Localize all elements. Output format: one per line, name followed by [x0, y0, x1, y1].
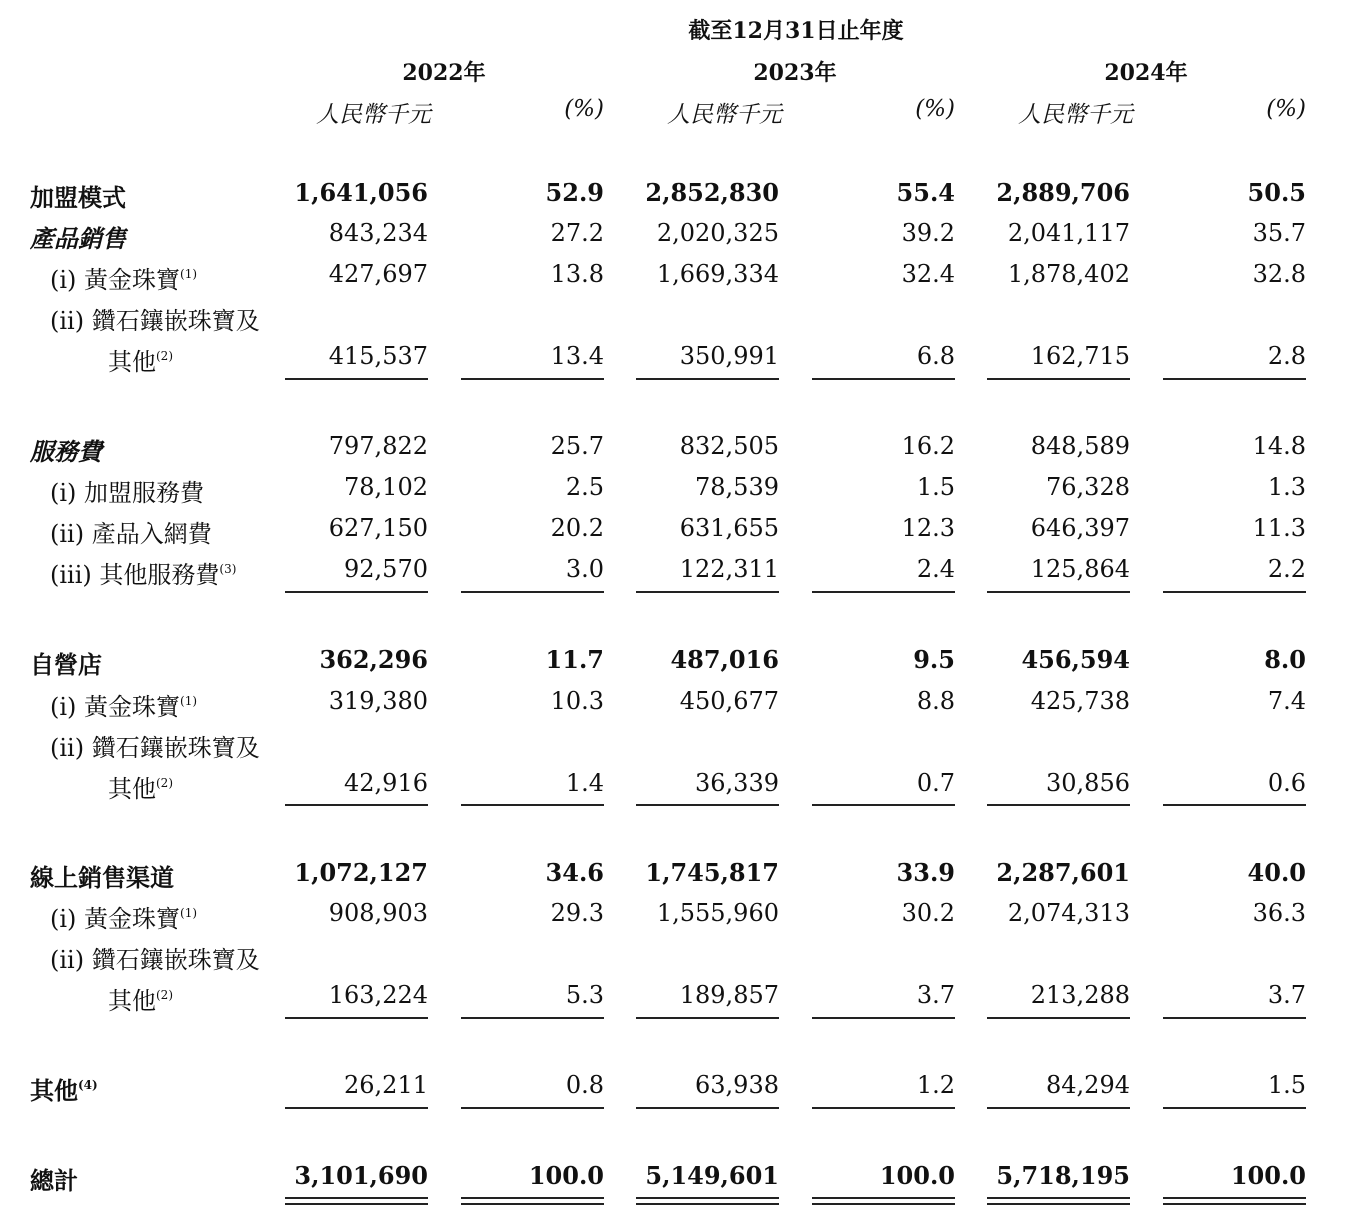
row-label: 自營店 — [30, 650, 102, 679]
rule — [461, 378, 604, 380]
unit-header-2024: 人民幣千元 — [1018, 102, 1133, 128]
cell-2023-amount: 450,677 — [679, 687, 779, 715]
rule — [812, 1107, 955, 1109]
row-label: 線上銷售渠道 — [30, 863, 174, 892]
rule — [1163, 804, 1306, 806]
rule — [812, 1017, 955, 1019]
cell-2022-pct: 2.5 — [565, 473, 604, 501]
cell-2024-amount: 456,594 — [1021, 645, 1130, 674]
cell-2023-amount: 2,852,830 — [645, 178, 779, 207]
cell-2023-pct: 1.2 — [916, 1071, 955, 1099]
cell-2022-pct: 27.2 — [550, 219, 604, 247]
footnote-ref: (2) — [156, 988, 173, 1002]
unit-header-2023: 人民幣千元 — [667, 102, 782, 128]
row-label: 其他$^{(2)}$ — [108, 987, 173, 1015]
row-label: 其他$^{(2)}$ — [108, 348, 173, 376]
row-label: (ii) 鑽石鑲嵌珠寶及 — [50, 946, 260, 974]
rule — [987, 1017, 1130, 1019]
row-label: 加盟模式 — [30, 183, 126, 212]
cell-2023-pct: 33.9 — [896, 858, 955, 887]
cell-2022-amount: 319,380 — [328, 687, 428, 715]
cell-2022-pct: 20.2 — [550, 514, 604, 542]
cell-2024-amount: 125,864 — [1030, 555, 1130, 583]
cell-2024-amount: 2,041,117 — [1007, 219, 1130, 247]
rule — [1163, 1107, 1306, 1109]
cell-2023-amount: 5,149,601 — [645, 1161, 779, 1190]
cell-2024-amount: 1,878,402 — [1007, 260, 1130, 288]
cell-2022-amount: 627,150 — [328, 514, 428, 542]
table-row — [0, 981, 1352, 1021]
table-row — [0, 342, 1352, 382]
cell-2022-pct: 3.0 — [565, 555, 604, 583]
cell-2023-amount: 2,020,325 — [656, 219, 779, 247]
rule — [285, 378, 428, 380]
cell-2022-amount: 1,072,127 — [294, 858, 428, 887]
rule — [1163, 591, 1306, 593]
table-row — [0, 899, 1352, 939]
cell-2023-amount: 122,311 — [679, 555, 779, 583]
table-row — [0, 940, 1352, 980]
cell-2022-pct: 13.4 — [550, 342, 604, 370]
cell-2024-amount: 646,397 — [1030, 514, 1130, 542]
cell-2022-amount: 26,211 — [344, 1071, 428, 1099]
cell-2023-pct: 0.7 — [916, 769, 955, 797]
double-rule — [285, 1197, 428, 1205]
rule — [1163, 378, 1306, 380]
cell-2022-amount: 415,537 — [328, 342, 428, 370]
cell-2023-amount: 487,016 — [670, 645, 779, 674]
cell-2023-pct: 12.3 — [901, 514, 955, 542]
table-row — [0, 178, 1352, 218]
cell-2024-pct: 36.3 — [1252, 899, 1306, 927]
cell-2022-amount: 3,101,690 — [294, 1161, 428, 1190]
cell-2023-amount: 63,938 — [695, 1071, 779, 1099]
rule — [636, 378, 779, 380]
row-label: (i) 黃金珠寶$^{(1)}$ — [50, 693, 198, 721]
footnote-ref: (4) — [78, 1078, 98, 1092]
cell-2022-pct: 13.8 — [550, 260, 604, 288]
footnote-ref: (2) — [156, 776, 173, 790]
row-label: (i) 黃金珠寶$^{(1)}$ — [50, 905, 198, 933]
cell-2023-pct: 8.8 — [916, 687, 955, 715]
cell-2022-pct: 11.7 — [545, 645, 604, 674]
rule — [987, 804, 1130, 806]
cell-2022-amount: 78,102 — [344, 473, 428, 501]
table-row — [0, 473, 1352, 513]
cell-2023-pct: 1.5 — [916, 473, 955, 501]
unit-header-2022: 人民幣千元 — [316, 102, 431, 128]
cell-2024-pct: 2.2 — [1267, 555, 1306, 583]
cell-2023-amount: 1,669,334 — [656, 260, 779, 288]
cell-2024-amount: 2,889,706 — [996, 178, 1130, 207]
cell-2024-pct: 14.8 — [1252, 432, 1306, 460]
cell-2024-amount: 5,718,195 — [996, 1161, 1130, 1190]
double-rule — [461, 1197, 604, 1205]
footnote-ref: (1) — [180, 906, 198, 920]
cell-2024-pct: 1.3 — [1267, 473, 1306, 501]
table-row — [0, 645, 1352, 685]
footnote-ref: (2) — [156, 349, 173, 363]
rule — [636, 1107, 779, 1109]
row-label: (iii) 其他服務費$^{(3)}$ — [50, 561, 237, 589]
rule — [461, 591, 604, 593]
cell-2024-pct: 11.3 — [1252, 514, 1306, 542]
cell-2024-amount: 30,856 — [1046, 769, 1130, 797]
cell-2024-amount: 425,738 — [1030, 687, 1130, 715]
cell-2024-amount: 162,715 — [1030, 342, 1130, 370]
cell-2022-pct: 52.9 — [545, 178, 604, 207]
cell-2024-amount: 848,589 — [1030, 432, 1130, 460]
footnote-ref: (1) — [180, 267, 198, 281]
row-label: (i) 加盟服務費 — [50, 479, 205, 507]
table-row — [0, 1071, 1352, 1111]
row-label: (ii) 產品入網費 — [50, 520, 212, 548]
row-label: (i) 黃金珠寶$^{(1)}$ — [50, 266, 198, 294]
cell-2022-pct: 29.3 — [550, 899, 604, 927]
rule — [987, 1107, 1130, 1109]
cell-2024-pct: 7.4 — [1267, 687, 1306, 715]
double-rule — [636, 1197, 779, 1205]
cell-2023-pct: 39.2 — [901, 219, 955, 247]
cell-2024-pct: 2.8 — [1267, 342, 1306, 370]
cell-2023-pct: 2.4 — [916, 555, 955, 583]
rule — [461, 804, 604, 806]
cell-2023-amount: 36,339 — [695, 769, 779, 797]
rule — [636, 1017, 779, 1019]
year-header-2024: 2024年 — [1104, 60, 1188, 86]
cell-2022-pct: 100.0 — [528, 1161, 604, 1190]
cell-2022-amount: 843,234 — [328, 219, 428, 247]
cell-2023-amount: 1,745,817 — [645, 858, 779, 887]
rule — [812, 591, 955, 593]
row-label: 其他$^{(2)}$ — [108, 775, 173, 803]
rule — [285, 804, 428, 806]
row-label: 產品銷售 — [30, 224, 126, 253]
cell-2024-amount: 2,287,601 — [996, 858, 1130, 887]
cell-2023-pct: 9.5 — [913, 645, 955, 674]
year-header-2023: 2023年 — [753, 60, 837, 86]
table-row — [0, 219, 1352, 259]
cell-2023-amount: 631,655 — [679, 514, 779, 542]
cell-2023-amount: 832,505 — [679, 432, 779, 460]
cell-2022-amount: 362,296 — [319, 645, 428, 674]
table-row-total — [0, 1161, 1352, 1201]
cell-2024-pct: 32.8 — [1252, 260, 1306, 288]
cell-2024-pct: 0.6 — [1267, 769, 1306, 797]
cell-2022-pct: 10.3 — [550, 687, 604, 715]
cell-2022-pct: 5.3 — [565, 981, 604, 1009]
period-header: 截至12月31日止年度 — [688, 18, 904, 44]
footnote-ref: (1) — [180, 694, 198, 708]
cell-2022-pct: 0.8 — [565, 1071, 604, 1099]
cell-2024-pct: 40.0 — [1247, 858, 1306, 887]
year-header-2022: 2022年 — [402, 60, 486, 86]
rule — [461, 1017, 604, 1019]
table-row — [0, 514, 1352, 554]
rule — [461, 1107, 604, 1109]
cell-2022-pct: 34.6 — [545, 858, 604, 887]
footnote-ref: (3) — [219, 562, 237, 576]
rule — [987, 591, 1130, 593]
cell-2022-amount: 797,822 — [328, 432, 428, 460]
cell-2022-amount: 908,903 — [328, 899, 428, 927]
cell-2024-amount: 84,294 — [1046, 1071, 1130, 1099]
cell-2023-amount: 1,555,960 — [656, 899, 779, 927]
cell-2023-pct: 32.4 — [901, 260, 955, 288]
cell-2022-amount: 427,697 — [328, 260, 428, 288]
rule — [285, 1107, 428, 1109]
cell-2024-pct: 3.7 — [1267, 981, 1306, 1009]
double-rule — [812, 1197, 955, 1205]
table-row — [0, 432, 1352, 472]
row-label: (ii) 鑽石鑲嵌珠寶及 — [50, 307, 260, 335]
rule — [1163, 1017, 1306, 1019]
table-row — [0, 260, 1352, 300]
rule — [636, 591, 779, 593]
cell-2023-pct: 55.4 — [896, 178, 955, 207]
pct-header-2023: (%) — [915, 96, 955, 122]
rule — [812, 378, 955, 380]
table-row — [0, 687, 1352, 727]
cell-2023-pct: 100.0 — [879, 1161, 955, 1190]
rule — [636, 804, 779, 806]
double-rule — [987, 1197, 1130, 1205]
cell-2024-pct: 1.5 — [1267, 1071, 1306, 1099]
table-row — [0, 555, 1352, 595]
cell-2023-amount: 78,539 — [695, 473, 779, 501]
cell-2024-pct: 50.5 — [1247, 178, 1306, 207]
cell-2022-amount: 163,224 — [328, 981, 428, 1009]
cell-2022-amount: 42,916 — [344, 769, 428, 797]
cell-2023-amount: 189,857 — [679, 981, 779, 1009]
pct-header-2024: (%) — [1266, 96, 1306, 122]
cell-2024-pct: 8.0 — [1264, 645, 1306, 674]
rule — [812, 804, 955, 806]
cell-2024-pct: 100.0 — [1230, 1161, 1306, 1190]
table-row — [0, 301, 1352, 341]
cell-2023-pct: 16.2 — [901, 432, 955, 460]
cell-2023-pct: 30.2 — [901, 899, 955, 927]
cell-2022-amount: 1,641,056 — [294, 178, 428, 207]
row-label: 其他$^{(4)}$ — [30, 1076, 98, 1105]
rule — [285, 1017, 428, 1019]
cell-2022-amount: 92,570 — [344, 555, 428, 583]
cell-2022-pct: 25.7 — [550, 432, 604, 460]
row-label: (ii) 鑽石鑲嵌珠寶及 — [50, 734, 260, 762]
cell-2023-pct: 6.8 — [916, 342, 955, 370]
rule — [987, 378, 1130, 380]
table-row — [0, 769, 1352, 809]
table-row — [0, 728, 1352, 768]
double-rule — [1163, 1197, 1306, 1205]
cell-2024-pct: 35.7 — [1252, 219, 1306, 247]
cell-2022-pct: 1.4 — [565, 769, 604, 797]
cell-2024-amount: 76,328 — [1046, 473, 1130, 501]
row-label: 總計 — [30, 1166, 78, 1195]
cell-2023-pct: 3.7 — [916, 981, 955, 1009]
cell-2023-amount: 350,991 — [679, 342, 779, 370]
table-row — [0, 858, 1352, 898]
pct-header-2022: (%) — [564, 96, 604, 122]
cell-2024-amount: 2,074,313 — [1007, 899, 1130, 927]
rule — [285, 591, 428, 593]
cell-2024-amount: 213,288 — [1030, 981, 1130, 1009]
row-label: 服務費 — [30, 437, 102, 466]
